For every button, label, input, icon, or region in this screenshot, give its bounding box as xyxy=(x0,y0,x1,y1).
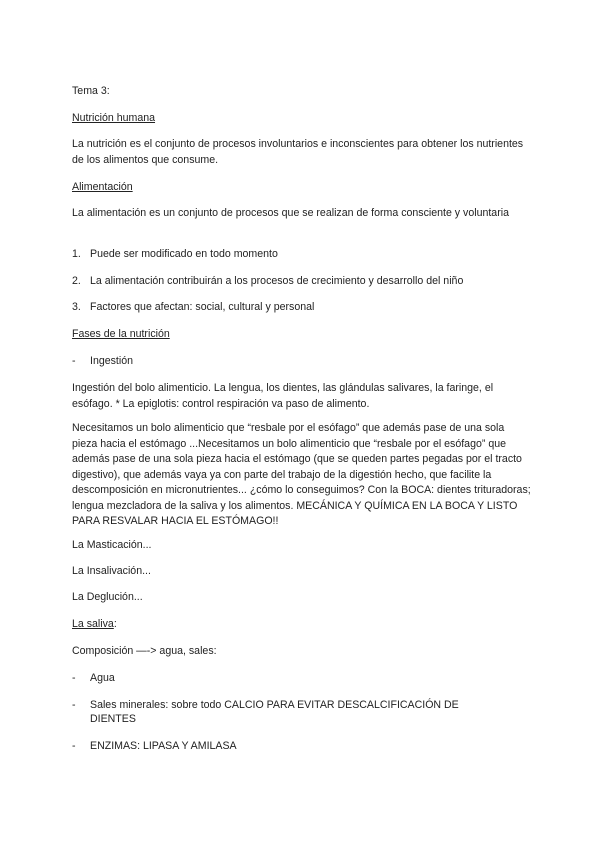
bullet-dash: - xyxy=(72,740,76,752)
section-title-fases: Fases de la nutrición xyxy=(72,328,170,340)
bullet-text: ENZIMAS: LIPASA Y AMILASA xyxy=(90,740,237,752)
paragraph-bolo: Necesitamos un bolo alimenticio que “resbale por el esófago” que además pase de una sola pieza hacia el estómago ...Necesitamos un bolo alimenticio que “resbale por el esófago” que además pase de una sola pieza hacia el estómago (que se queden partes pegadas por el tracto digestivo), que además vaya ya con parte del trabajo de la digestión hecho, que facilite la descomposición en micronutrientes... ¿cómo lo conseguimos? Con la BOCA: dientes trituradoras; lengua mezcladora de la saliva y los alimentos. MECÁNICA Y QUÍMICA EN LA BOCA Y LISTO PARA RESVALAR HACIA EL ESTÓMAGO!! xyxy=(72,422,531,527)
item-text: Puede ser modificado en todo momento xyxy=(90,248,278,260)
item-number: 2. xyxy=(72,275,81,287)
section-title-nutricion: Nutrición humana xyxy=(72,112,156,124)
line-masticacion: La Masticación... xyxy=(72,539,152,551)
paragraph-nutricion: La nutrición es el conjunto de procesos involuntarios e inconscientes para obtener los nutrientes de los alimentos que consume. xyxy=(72,138,524,166)
bullet-dash: - xyxy=(72,672,76,684)
item-number: 3. xyxy=(72,301,81,313)
saliva-title-text: La saliva xyxy=(72,618,114,630)
section-title-saliva xyxy=(72,617,117,631)
bullet-dash: - xyxy=(72,699,76,711)
paragraph-alimentacion: La alimentación es un conjunto de procesos que se realizan de forma consciente y voluntaria xyxy=(72,207,509,219)
bullet-text: Agua xyxy=(90,672,115,684)
saliva-title-colon: : xyxy=(113,618,117,630)
line-insalivacion: La Insalivación... xyxy=(72,565,151,577)
item-text: La alimentación contribuirán a los procesos de crecimiento y desarrollo del niño xyxy=(90,275,464,287)
bullet-dash: - xyxy=(72,355,76,367)
line-composicion: Composición —-> agua, sales: xyxy=(72,645,217,657)
page-heading: Tema 3: xyxy=(72,85,110,97)
bullet-text: Ingestión xyxy=(90,355,133,367)
bullet-text: Sales minerales: sobre todo CALCIO PARA EVITAR DESCALCIFICACIÓN DE DIENTES xyxy=(90,699,459,725)
item-text: Factores que afectan: social, cultural y personal xyxy=(90,301,315,313)
section-title-alimentacion: Alimentación xyxy=(72,181,133,193)
item-number: 1. xyxy=(72,248,81,260)
line-deglucion: La Deglución... xyxy=(72,591,143,603)
paragraph-ingestion: Ingestión del bolo alimenticio. La lengua, los dientes, las glándulas salivares, la faringe, el esófago. * La epiglotis: control respiración va paso de alimento. xyxy=(72,382,494,410)
